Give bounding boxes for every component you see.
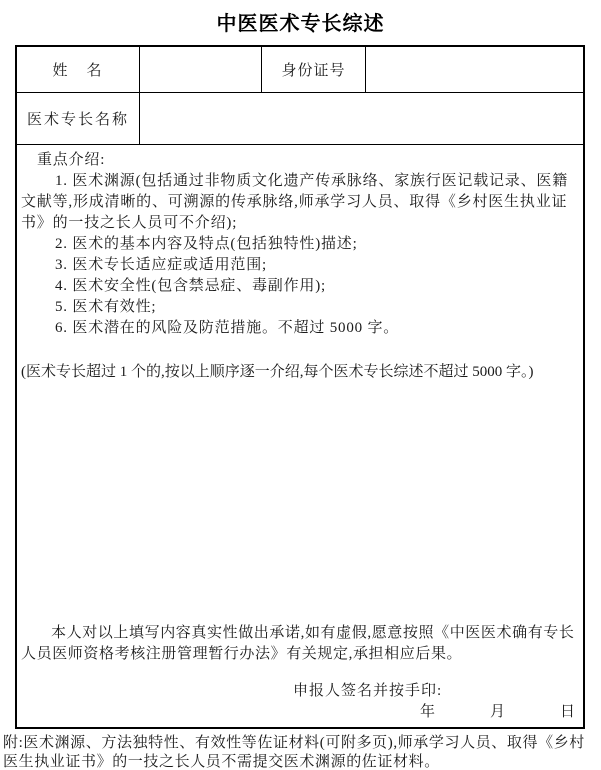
name-value-cell[interactable]: [140, 47, 262, 92]
signature-label[interactable]: 申报人签名并按手印:: [293, 683, 443, 699]
attachment-footnote: 附:医术渊源、方法独特性、有效性等佐证材料(可附多页),师承学习人员、取得《乡村医生执业证书》的一技之长人员不需提交医术渊源的佐证材料。: [3, 735, 585, 770]
specialty-name-value-cell[interactable]: [140, 93, 583, 144]
date-day-label: 日: [559, 704, 575, 720]
intro-item-1: 1. 医术渊源(包括通过非物质文化遗产传承脉络、家族行医记载记录、医籍文献等,形成清晰的、可溯源的传承脉络,师承学习人员、取得《乡村医生执业证书》的一技之长人员可不介绍);: [21, 173, 568, 231]
summary-content-cell[interactable]: [17, 145, 583, 727]
intro-item-2: 2. 医术的基本内容及特点(包括独特性)描述;: [55, 236, 358, 252]
table-row-specialty: [17, 93, 583, 145]
intro-item-3: 3. 医术专长适应症或适用范围;: [55, 257, 267, 273]
key-intro-heading: 重点介绍:: [37, 152, 106, 168]
blank-writing-area[interactable]: [21, 383, 579, 623]
date-month-label: 月: [489, 704, 505, 720]
date-line[interactable]: [21, 702, 579, 723]
truthfulness-declaration: 本人对以上填写内容真实性做出承诺,如有虚假,愿意按照《中医医术确有专长人员医师资格考核注册管理暂行办法》有关规定,承担相应后果。: [21, 625, 575, 662]
specialty-name-label: 医术专长名称: [17, 93, 140, 144]
table-row-identity: [17, 47, 583, 93]
id-number-label: 身份证号: [262, 47, 366, 92]
name-label: 姓 名: [17, 47, 140, 92]
date-year-label: 年: [419, 704, 435, 720]
intro-item-4: 4. 医术安全性(包含禁忌症、毒副作用);: [55, 278, 326, 294]
summary-form-table: [15, 45, 585, 729]
multiple-specialty-note: (医术专长超过 1 个的,按以上顺序逐一介绍,每个医术专长综述不超过 5000 字。): [21, 364, 534, 380]
intro-item-6: 6. 医术潜在的风险及防范措施。不超过 5000 字。: [55, 320, 400, 336]
id-number-value-cell[interactable]: [366, 47, 583, 92]
page-title: 中医医术专长综述: [216, 13, 385, 35]
intro-item-5: 5. 医术有效性;: [55, 299, 157, 315]
